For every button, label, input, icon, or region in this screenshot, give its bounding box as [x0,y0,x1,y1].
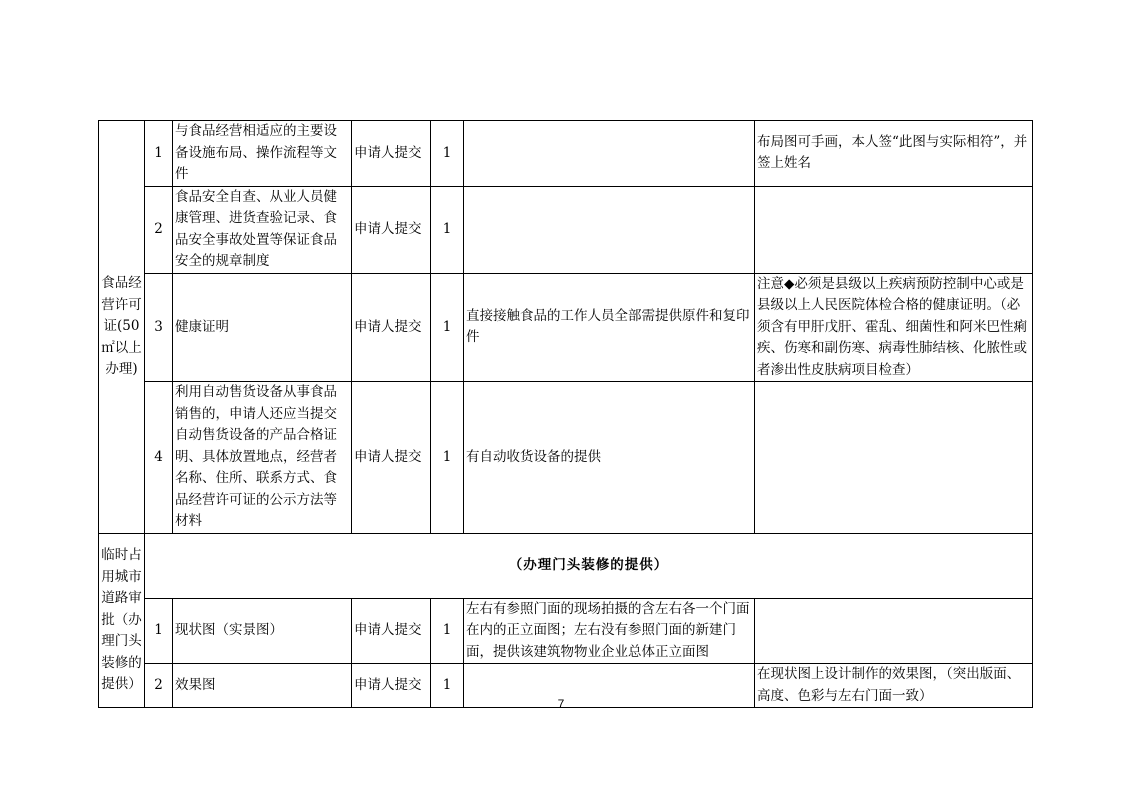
row-number: 4 [145,382,173,534]
row-number: 2 [145,664,173,708]
note-cell: 在现状图上设计制作的效果图，（突出版面、高度、色彩与左右门面一致） [755,664,1033,708]
material-cell: 利用自动售货设备从事食品销售的，申请人还应当提交自动售货设备的产品合格证明、具体放置地点，经营者名称、住所、联系方式、食品经营许可证的公示方法等材料 [173,382,352,534]
requirement-cell [464,121,755,187]
submitter-cell: 申请人提交 [352,664,431,708]
table-row [99,382,1033,534]
submitter-cell: 申请人提交 [352,121,431,187]
requirement-cell: 有自动收货设备的提供 [464,382,755,534]
material-cell: 与食品经营相适应的主要设备设施布局、操作流程等文件 [173,121,352,187]
category-cell: 食品经营许可证(50㎡以上办理) [99,121,145,534]
submitter-cell: 申请人提交 [352,186,431,273]
note-cell: 注意◆必须是县级以上疾病预防控制中心或是县级以上人民医院体检合格的健康证明。（必须含有甲肝戊肝、霍乱、细菌性和阿米巴性痢疾、伤寒和副伤寒、病毒性肺结核、化脓性或者渗出性皮肤病项目检查） [755,273,1033,382]
note-cell [755,382,1033,534]
requirement-cell: 直接接触食品的工作人员全部需提供原件和复印件 [464,273,755,382]
table-row [99,598,1033,664]
table-row [99,533,1033,598]
material-cell: 现状图（实景图） [173,598,352,664]
material-cell: 食品安全自查、从业人员健康管理、进货查验记录、食品安全事故处置等保证食品安全的规章制度 [173,186,352,273]
table-row [99,273,1033,382]
requirements-table [98,120,1033,708]
count-cell: 1 [431,273,464,382]
submitter-cell: 申请人提交 [352,598,431,664]
count-cell: 1 [431,382,464,534]
count-cell: 1 [431,186,464,273]
table-row [99,121,1033,187]
row-number: 1 [145,598,173,664]
section-banner: （办理门头装修的提供） [145,533,1033,598]
note-cell [755,598,1033,664]
note-cell: 布局图可手画，本人签“此图与实际相符”，并签上姓名 [755,121,1033,187]
count-cell: 1 [431,121,464,187]
submitter-cell: 申请人提交 [352,273,431,382]
submitter-cell: 申请人提交 [352,382,431,534]
note-cell [755,186,1033,273]
category-cell: 临时占用城市道路审批（办理门头装修的提供） [99,533,145,708]
count-cell: 1 [431,664,464,708]
row-number: 3 [145,273,173,382]
count-cell: 1 [431,598,464,664]
page-number: 7 [557,697,565,711]
requirement-cell [464,186,755,273]
table-row [99,186,1033,273]
requirement-cell: 左右有参照门面的现场拍摄的含左右各一个门面在内的正立面图；左右没有参照门面的新建门面，提供该建筑物物业企业总体正立面图 [464,598,755,664]
row-number: 1 [145,121,173,187]
material-cell: 效果图 [173,664,352,708]
material-cell: 健康证明 [173,273,352,382]
row-number: 2 [145,186,173,273]
